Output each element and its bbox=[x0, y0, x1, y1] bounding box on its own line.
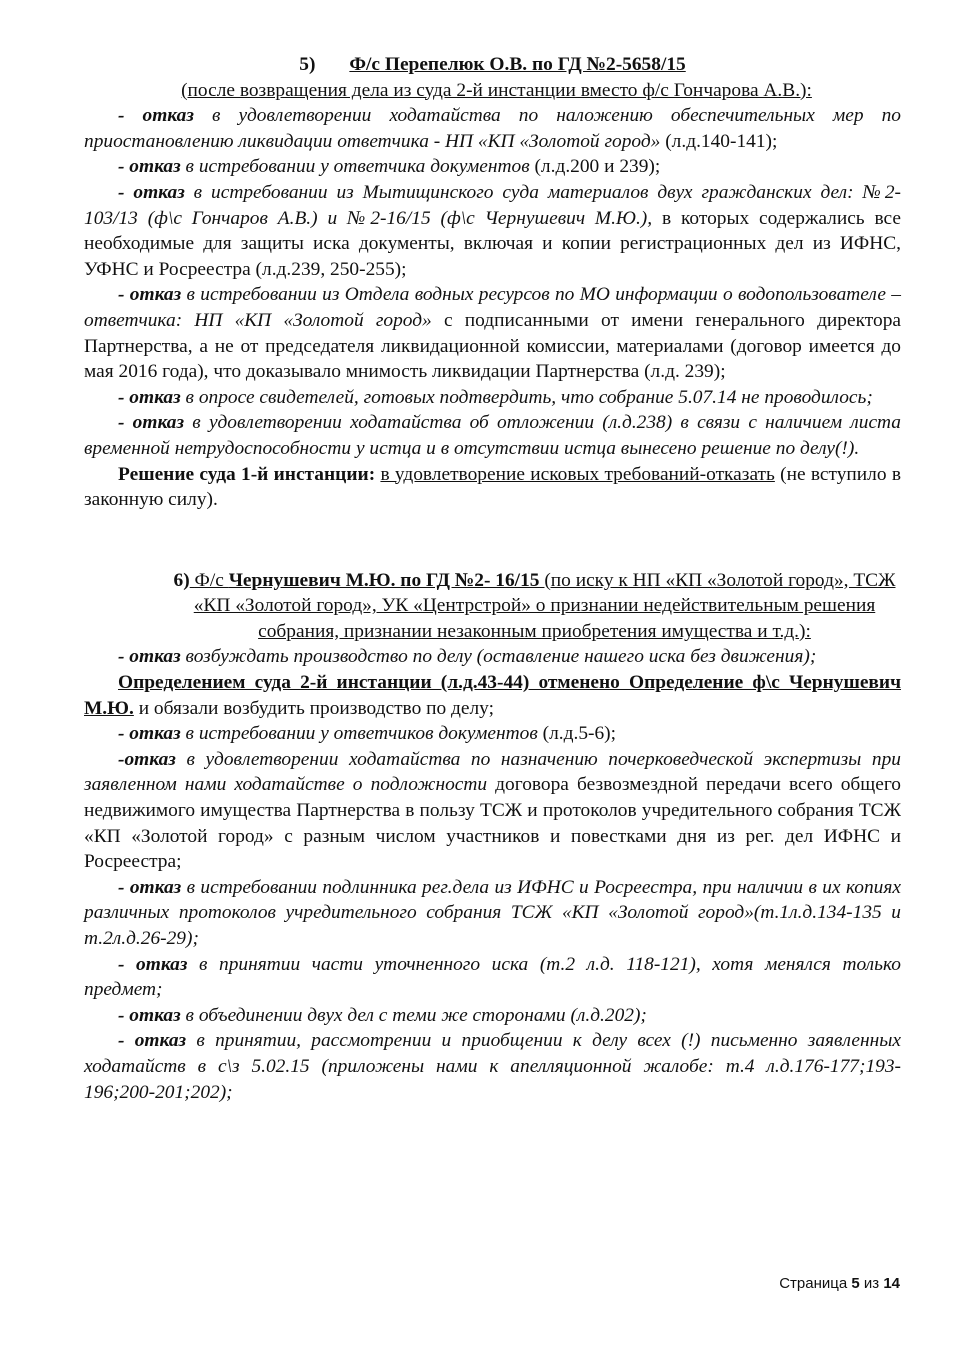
refusal-text: в истребовании из Отдела водных ресурсов по МО информации о водопользователе – ответчика: НП «КП «Золотой город» bbox=[84, 284, 901, 331]
section-6-heading bbox=[84, 568, 901, 645]
section-6-subtitle: (по иску к НП «КП «Золотой город», ТСЖ «КП «Золотой город», УК «Центрстрой» о признании недействительным решения собрания, признании незаконным приобретения имущества и т.д.): bbox=[193, 569, 896, 642]
refusal-ref: (л.д.5-6); bbox=[537, 723, 617, 745]
refusal-ref: (л.д.200 и 239); bbox=[529, 156, 661, 178]
list-item bbox=[84, 103, 901, 154]
decision-note: (не вступило в законную силу). bbox=[84, 463, 901, 511]
document-page bbox=[84, 52, 901, 1105]
list-item bbox=[84, 721, 901, 747]
section-5-title: Ф/с Перепелюк О.В. по ГД №2-5658/15 bbox=[349, 54, 686, 75]
section-5-number: 5) bbox=[299, 54, 316, 75]
list-item bbox=[84, 952, 901, 1003]
section-5-heading bbox=[84, 52, 901, 78]
refusal-label: - отказ bbox=[118, 1030, 187, 1052]
decision-label: Решение суда 1-й инстанции: bbox=[118, 463, 376, 485]
refusal-text: в удовлетворении ходатайства по наложению обеспечительных мер по приостановлению ликвидации ответчика - НП «КП «Золотой город» bbox=[84, 105, 901, 152]
refusal-ref: в которых содержались все необходимые для защиты иска документы, включая и копии регистрационных дел из ИФНС, УФНС и Росреестра (л.д.239, 250-255); bbox=[84, 207, 901, 280]
page-number-current: 5 bbox=[851, 1275, 860, 1292]
list-item bbox=[84, 410, 901, 461]
ruling-rest: и обязали возбудить производство по делу; bbox=[133, 697, 495, 719]
list-item bbox=[84, 180, 901, 282]
refusal-text: в истребовании подлинника рег.дела из ИФНС и Росреестра, при наличии в их копиях различных протоколов учредительного собрания ТСЖ «КП «Золотой город»(т.1л.д.134-135 и т.2л.д.26-29); bbox=[84, 876, 901, 949]
refusal-ref: договора безвозмездной передачи всего общего недвижимого имущества Партнерства в пользу ТСЖ и протоколов учредительного собрания ТСЖ «КП «Золотой город» с разным числом участников и повестками дня из рег. дел ИФНС и Росреестра; bbox=[84, 774, 901, 873]
decision-text: в удовлетворение исковых требований-отказать bbox=[380, 463, 775, 485]
list-item bbox=[84, 747, 901, 875]
page-number-middle: из bbox=[859, 1275, 884, 1292]
ruling-text: Определением суда 2-й инстанции (л.д.43-44) отменено Определение ф\с Чернушевич М.Ю. bbox=[84, 672, 901, 719]
section-5-items bbox=[84, 103, 901, 461]
refusal-text: в истребовании у ответчика документов bbox=[180, 156, 530, 178]
refusal-label: - отказ bbox=[118, 181, 185, 203]
section-6-title-prefix: Ф/с bbox=[194, 569, 229, 591]
refusal-label: - отказ bbox=[118, 156, 181, 178]
list-item bbox=[84, 282, 901, 384]
refusal-label: - отказ bbox=[118, 646, 181, 668]
section-6-ruling bbox=[84, 670, 901, 721]
refusal-text: в истребовании из Мытищинского суда материалов двух гражданских дел: №2-103/13 (ф\с Гончаров А.В.) и №2-16/15 (ф\с Чернушевич М.Ю.), bbox=[84, 181, 901, 229]
refusal-label: - отказ bbox=[118, 386, 181, 408]
refusal-label: - отказ bbox=[118, 723, 181, 745]
refusal-label: - отказ bbox=[118, 412, 185, 434]
section-5-decision bbox=[84, 462, 901, 513]
list-item bbox=[84, 875, 901, 952]
page-number-total: 14 bbox=[883, 1275, 900, 1292]
refusal-text: в опросе свидетелей, готовых подтвердить, что собрание 5.07.14 не проводилось; bbox=[180, 386, 873, 408]
section-5-subtitle: (после возвращения дела из суда 2-й инстанции вместо ф/с Гончарова А.В.): bbox=[181, 79, 812, 101]
refusal-text: в удовлетворении ходатайства по назначению почерковедческой экспертизы при заявленном нами ходатайстве о подложности bbox=[84, 748, 901, 796]
refusal-label: - отказ bbox=[118, 876, 182, 898]
page-number bbox=[779, 1275, 900, 1292]
section-6-items bbox=[84, 721, 901, 1105]
refusal-label: - отказ bbox=[118, 284, 182, 306]
section-6-title: Чернушевич М.Ю. по ГД №2- 16/15 bbox=[228, 569, 540, 591]
refusal-text: в удовлетворении ходатайства об отложении (л.д.238) в связи с наличием листа временной нетрудоспособности у истца и в отсутствии истца вынесено решение по делу(!). bbox=[84, 412, 901, 459]
list-item bbox=[84, 385, 901, 411]
refusal-label: - отказ bbox=[118, 105, 194, 127]
section-6-number: 6) bbox=[173, 569, 190, 591]
refusal-ref: с подписанными от имени генерального директора Партнерства, а не от председателя ликвидационной комиссии, материалами (договор имеется до мая 2016 года), что доказывало мнимость ликвидации Партнерства (л.д. 239); bbox=[84, 309, 901, 383]
refusal-text: в истребовании у ответчиков документов bbox=[180, 723, 538, 745]
list-item bbox=[84, 154, 901, 180]
refusal-text: в принятии части уточненного иска (т.2 л.д. 118-121), хотя менялся только предмет; bbox=[84, 953, 901, 1001]
refusal-ref: (л.д.140-141); bbox=[660, 130, 778, 152]
refusal-label: - отказ bbox=[118, 953, 188, 975]
refusal-label: - отказ bbox=[118, 1004, 181, 1026]
refusal-text: в принятии, рассмотрении и приобщении к делу всех (!) письменно заявленных ходатайств в с\з 5.02.15 (приложены нами к апелляционной жалобе: т.4 л.д.176-177;193-196;200-201;202); bbox=[84, 1030, 901, 1103]
list-item bbox=[84, 1003, 901, 1029]
list-item bbox=[84, 1028, 901, 1105]
refusal-label: -отказ bbox=[118, 748, 176, 770]
page-number-prefix: Страница bbox=[779, 1275, 852, 1292]
list-item bbox=[84, 644, 901, 670]
refusal-text: в объединении двух дел с теми же сторонами (л.д.202); bbox=[180, 1004, 647, 1026]
refusal-text: возбуждать производство по делу (оставление нашего иска без движения); bbox=[180, 646, 817, 668]
